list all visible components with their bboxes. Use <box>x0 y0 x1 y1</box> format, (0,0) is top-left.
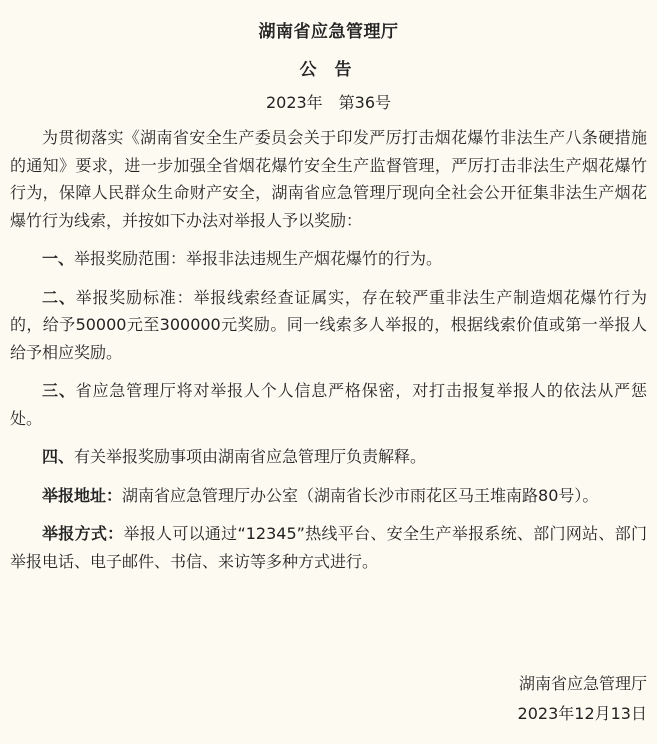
signature-date: 2023年12月13日 <box>517 704 647 723</box>
item-number: 一、 <box>42 249 75 268</box>
item-reward-standard <box>10 284 647 367</box>
intro-paragraph: 为贯彻落实《湖南省安全生产委员会关于印发严厉打击烟花爆竹非法生产八条硬措施的通知》要求，进一步加强全省烟花爆竹安全生产监督管理，严厉打击非法生产烟花爆竹行为，保障人民群众生命财产安全，湖南省应急管理厅现向全社会公开征集非法生产烟花爆竹行为线索，并按如下办法对举报人予以奖励： <box>10 128 647 230</box>
item-number: 四、 <box>42 447 75 466</box>
item-text: 省应急管理厅将对举报人个人信息严格保密，对打击报复举报人的依法从严惩处。 <box>10 381 647 428</box>
item-text: 举报奖励标准：举报线索经查证属实，存在较严重非法生产制造烟花爆竹行为的，给予50000元至300000元奖励。同一线索多人举报的，根据线索价值或第一举报人给予相应奖励。 <box>10 287 647 362</box>
item-number: 二、 <box>42 287 76 307</box>
item-confidentiality <box>10 377 647 432</box>
item-text: 举报奖励范围：举报非法违规生产烟花爆竹的行为。 <box>74 249 443 268</box>
item-interpretation <box>10 443 647 471</box>
report-address-text: 湖南省应急管理厅办公室（湖南省长沙市雨花区马王堆南路80号）。 <box>122 485 599 505</box>
report-method-label: 举报方式： <box>42 524 124 543</box>
item-number: 三、 <box>42 381 76 400</box>
notice-heading: 公 告 <box>299 60 358 80</box>
report-method <box>10 520 647 575</box>
report-address <box>10 482 647 510</box>
report-address-label: 举报地址： <box>42 485 123 505</box>
signature-organization: 湖南省应急管理厅 <box>518 674 647 693</box>
item-text: 有关举报奖励事项由湖南省应急管理厅负责解释。 <box>74 447 427 466</box>
report-method-text: 举报人可以通过“12345”热线平台、安全生产举报系统、部门网站、部门举报电话、电子邮件、书信、来访等多种方式进行。 <box>10 524 647 571</box>
issuing-organization-title: 湖南省应急管理厅 <box>258 22 399 42</box>
item-reward-scope <box>10 245 647 273</box>
document-number: 2023年 第36号 <box>265 93 392 112</box>
